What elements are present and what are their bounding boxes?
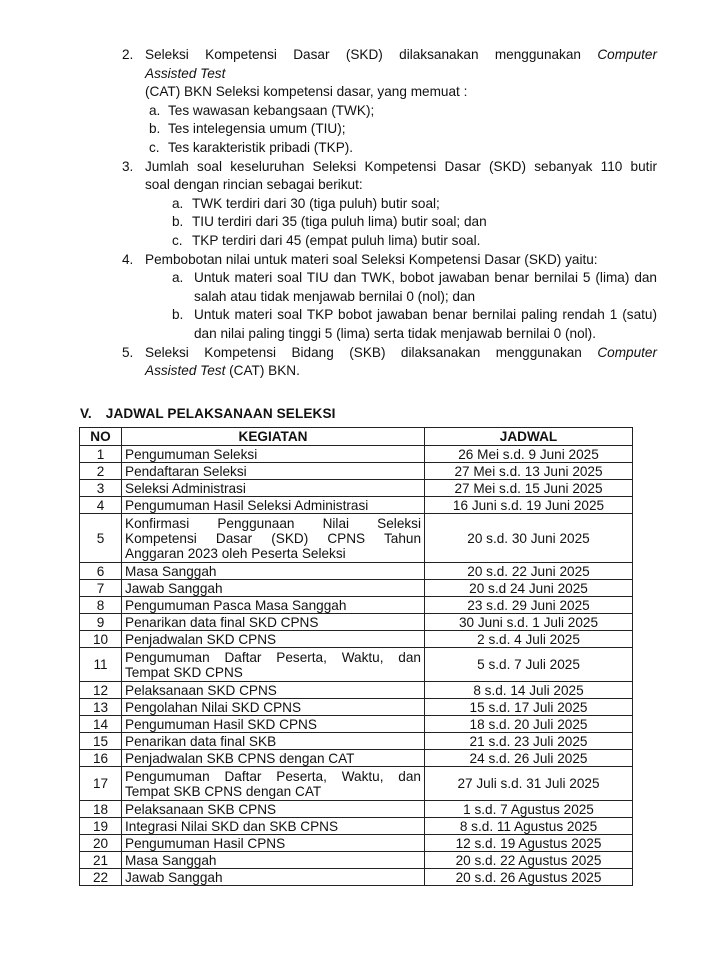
header-jadwal: JADWAL xyxy=(425,428,633,446)
cell-jadwal: 20 s.d 24 Juni 2025 xyxy=(425,580,633,597)
kegiatan-line: Pengumuman Hasil SKD CPNS xyxy=(125,716,317,732)
cell-no: 15 xyxy=(80,733,122,750)
cell-jadwal: 24 s.d. 26 Juli 2025 xyxy=(425,750,633,767)
item-2-italic: Computer xyxy=(597,47,657,62)
table-row xyxy=(80,801,633,818)
cell-jadwal: 21 s.d. 23 Juli 2025 xyxy=(425,733,633,750)
sub-text: Tes intelegensia umum (TIU); xyxy=(168,121,346,137)
cell-kegiatan xyxy=(122,801,425,818)
cell-no: 22 xyxy=(80,869,122,886)
section-heading xyxy=(80,405,336,424)
cell-jadwal: 26 Mei s.d. 9 Juni 2025 xyxy=(425,446,633,463)
list-item-3 xyxy=(122,158,657,251)
cell-jadwal: 5 s.d. 7 Juli 2025 xyxy=(425,648,633,682)
kegiatan-line: Jawab Sanggah xyxy=(125,580,223,596)
header-kegiatan: KEGIATAN xyxy=(122,428,425,446)
sub-text: TIU terdiri dari 35 (tiga puluh lima) butir soal; dan xyxy=(192,214,487,230)
cell-kegiatan xyxy=(122,614,425,631)
table-row xyxy=(80,480,633,497)
cell-kegiatan xyxy=(122,648,425,682)
cell-kegiatan xyxy=(122,733,425,750)
kegiatan-line: Seleksi Administrasi xyxy=(125,480,246,496)
item-2-line-1 xyxy=(145,46,657,65)
sub-text: Tes karakteristik pribadi (TKP). xyxy=(168,139,354,155)
kegiatan-line: Pengumuman Hasil CPNS xyxy=(125,835,286,851)
item-number: 2. xyxy=(122,47,134,62)
cell-jadwal: 16 Juni s.d. 19 Juni 2025 xyxy=(425,497,633,514)
kegiatan-line: Pengumuman Hasil Seleksi Administrasi xyxy=(125,497,369,513)
item-5-line-1 xyxy=(145,344,657,363)
item-number: 3. xyxy=(122,158,134,174)
kegiatan-line: Tempat SKB CPNS dengan CAT xyxy=(125,783,322,799)
kegiatan-line: Penarikan data final SKD CPNS xyxy=(125,614,319,630)
cell-jadwal: 27 Mei s.d. 15 Juni 2025 xyxy=(425,480,633,497)
list-item-5 xyxy=(122,344,657,381)
sub-letter: b. xyxy=(149,121,161,137)
table-row xyxy=(80,750,633,767)
cell-no: 17 xyxy=(80,767,122,801)
kegiatan-line: Kompetensi Dasar (SKD) CPNS Tahun xyxy=(125,530,421,546)
sub-text: Untuk materi soal TKP bobot jawaban benar bernilai paling rendah 1 (satu) xyxy=(194,307,657,323)
cell-kegiatan xyxy=(122,750,425,767)
item-2-line-3: (CAT) BKN Seleksi kompetensi dasar, yang memuat : xyxy=(145,84,468,100)
kegiatan-line: Jawab Sanggah xyxy=(125,869,223,885)
cell-no: 8 xyxy=(80,597,122,614)
cell-kegiatan xyxy=(122,597,425,614)
item-number: 5. xyxy=(122,344,134,360)
cell-kegiatan xyxy=(122,835,425,852)
numbered-list xyxy=(122,46,657,381)
sub-letter: c. xyxy=(172,232,183,248)
cell-kegiatan xyxy=(122,699,425,716)
sub-item xyxy=(145,269,657,306)
kegiatan-line: Anggaran 2023 oleh Peserta Seleksi xyxy=(125,545,346,561)
kegiatan-line: Integrasi Nilai SKD dan SKB CPNS xyxy=(125,818,339,834)
item-3-line-2: soal dengan rincian sebagai berikut: xyxy=(145,177,363,193)
cell-no: 16 xyxy=(80,750,122,767)
sub-item xyxy=(145,232,657,251)
item-5-text: Seleksi Kompetensi Bidang (SKB) dilaksanakan menggunakan xyxy=(145,344,582,360)
cell-kegiatan xyxy=(122,852,425,869)
kegiatan-line: Pendaftaran Seleksi xyxy=(125,463,247,479)
kegiatan-line: Pengumuman Daftar Peserta, Waktu, dan xyxy=(125,768,421,784)
item-5-italic: Computer xyxy=(597,344,657,360)
item-2-line-2 xyxy=(145,65,657,84)
sub-letter: b. xyxy=(172,214,184,230)
cell-no: 19 xyxy=(80,818,122,835)
cell-jadwal: 27 Mei s.d. 13 Juni 2025 xyxy=(425,463,633,480)
cell-kegiatan xyxy=(122,580,425,597)
sub-text: Tes wawasan kebangsaan (TWK); xyxy=(168,102,375,118)
table-row xyxy=(80,699,633,716)
sub-text: dan nilai paling tinggi 5 (lima) serta tidak menjawab bernilai 0 (nol). xyxy=(194,325,596,341)
item-2-italic-2: Assisted Test xyxy=(145,65,226,81)
cell-kegiatan xyxy=(122,497,425,514)
item-3-line-1: Jumlah soal keseluruhan Seleksi Kompetensi Dasar (SKD) sebanyak 110 butir xyxy=(145,158,657,174)
kegiatan-line: Penjadwalan SKB CPNS dengan CAT xyxy=(125,750,355,766)
sub-item xyxy=(145,120,657,139)
cell-kegiatan xyxy=(122,818,425,835)
table-row xyxy=(80,852,633,869)
sub-letter: a. xyxy=(149,102,161,118)
cell-jadwal: 30 Juni s.d. 1 Juli 2025 xyxy=(425,614,633,631)
header-no: NO xyxy=(80,428,122,446)
schedule-table-body xyxy=(80,446,633,886)
cell-no: 7 xyxy=(80,580,122,597)
cell-kegiatan xyxy=(122,682,425,699)
cell-no: 9 xyxy=(80,614,122,631)
kegiatan-line: Pengumuman Seleksi xyxy=(125,446,258,462)
table-row xyxy=(80,614,633,631)
sub-text: salah atau tidak menjawab bernilai 0 (nol); dan xyxy=(194,288,476,304)
table-row xyxy=(80,869,633,886)
cell-jadwal: 8 s.d. 11 Agustus 2025 xyxy=(425,818,633,835)
kegiatan-line: Pengumuman Pasca Masa Sanggah xyxy=(125,597,347,613)
cell-no: 10 xyxy=(80,631,122,648)
item-5-italic-2: Assisted Test xyxy=(145,363,226,379)
sub-text: TWK terdiri dari 30 (tiga puluh) butir soal; xyxy=(192,195,440,211)
cell-kegiatan xyxy=(122,631,425,648)
table-row xyxy=(80,563,633,580)
cell-no: 18 xyxy=(80,801,122,818)
schedule-table xyxy=(79,427,633,886)
sub-item xyxy=(145,306,657,343)
cell-jadwal: 20 s.d. 26 Agustus 2025 xyxy=(425,869,633,886)
sub-item xyxy=(145,102,657,121)
kegiatan-line: Tempat SKD CPNS xyxy=(125,664,243,680)
table-row xyxy=(80,463,633,480)
item-4-line-1: Pembobotan nilai untuk materi soal Seleksi Kompetensi Dasar (SKD) yaitu: xyxy=(145,251,598,267)
sub-text: TKP terdiri dari 45 (empat puluh lima) butir soal. xyxy=(192,232,481,248)
cell-kegiatan xyxy=(122,480,425,497)
kegiatan-line: Pelaksanaan SKD CPNS xyxy=(125,682,277,698)
section-title: JADWAL PELAKSANAAN SELEKSI xyxy=(105,406,336,421)
table-row xyxy=(80,767,633,801)
cell-no: 11 xyxy=(80,648,122,682)
cell-no: 5 xyxy=(80,514,122,563)
section-number: V. xyxy=(80,406,92,421)
cell-jadwal: 15 s.d. 17 Juli 2025 xyxy=(425,699,633,716)
kegiatan-line: Pelaksanaan SKB CPNS xyxy=(125,801,277,817)
sub-item xyxy=(145,213,657,232)
item-2-text: Seleksi Kompetensi Dasar (SKD) dilaksanakan menggunakan xyxy=(145,47,581,62)
cell-no: 3 xyxy=(80,480,122,497)
cell-kegiatan xyxy=(122,767,425,801)
cell-jadwal: 12 s.d. 19 Agustus 2025 xyxy=(425,835,633,852)
cell-no: 14 xyxy=(80,716,122,733)
cell-no: 21 xyxy=(80,852,122,869)
kegiatan-line: Masa Sanggah xyxy=(125,563,217,579)
kegiatan-line: Konfirmasi Penggunaan Nilai Seleksi xyxy=(125,515,421,531)
cell-jadwal: 20 s.d. 22 Juni 2025 xyxy=(425,563,633,580)
cell-no: 4 xyxy=(80,497,122,514)
table-row xyxy=(80,580,633,597)
kegiatan-line: Pengolahan Nilai SKD CPNS xyxy=(125,699,302,715)
cell-jadwal: 2 s.d. 4 Juli 2025 xyxy=(425,631,633,648)
table-row xyxy=(80,597,633,614)
cell-jadwal: 23 s.d. 29 Juni 2025 xyxy=(425,597,633,614)
kegiatan-line: Pengumuman Daftar Peserta, Waktu, dan xyxy=(125,649,421,665)
kegiatan-line: Penjadwalan SKD CPNS xyxy=(125,631,277,647)
sub-letter: b. xyxy=(172,307,184,323)
cell-no: 13 xyxy=(80,699,122,716)
cell-jadwal: 27 Juli s.d. 31 Juli 2025 xyxy=(425,767,633,801)
sub-item xyxy=(145,195,657,214)
sub-letter: a. xyxy=(172,270,184,286)
cell-kegiatan xyxy=(122,446,425,463)
sub-text: Untuk materi soal TIU dan TWK, bobot jawaban benar bernilai 5 (lima) dan xyxy=(194,270,657,286)
table-row xyxy=(80,733,633,750)
cell-jadwal: 20 s.d. 30 Juni 2025 xyxy=(425,514,633,563)
table-row xyxy=(80,716,633,733)
table-row xyxy=(80,648,633,682)
sub-letter: a. xyxy=(172,195,184,211)
kegiatan-line: Masa Sanggah xyxy=(125,852,217,868)
cell-kegiatan xyxy=(122,716,425,733)
cell-no: 6 xyxy=(80,563,122,580)
cell-no: 2 xyxy=(80,463,122,480)
item-5-text-2: (CAT) BKN. xyxy=(225,363,300,379)
list-item-2 xyxy=(122,46,657,158)
cell-no: 1 xyxy=(80,446,122,463)
kegiatan-line: Penarikan data final SKB xyxy=(125,733,277,749)
cell-jadwal: 1 s.d. 7 Agustus 2025 xyxy=(425,801,633,818)
table-row xyxy=(80,497,633,514)
cell-jadwal: 18 s.d. 20 Juli 2025 xyxy=(425,716,633,733)
item-5-line-2 xyxy=(145,362,657,381)
table-row xyxy=(80,631,633,648)
table-row xyxy=(80,682,633,699)
cell-jadwal: 20 s.d. 22 Agustus 2025 xyxy=(425,852,633,869)
table-row xyxy=(80,835,633,852)
table-row xyxy=(80,446,633,463)
cell-kegiatan xyxy=(122,514,425,563)
cell-kegiatan xyxy=(122,869,425,886)
cell-kegiatan xyxy=(122,463,425,480)
table-header-row xyxy=(80,428,633,446)
table-row xyxy=(80,514,633,563)
sub-letter: c. xyxy=(149,139,160,155)
cell-kegiatan xyxy=(122,563,425,580)
item-number: 4. xyxy=(122,251,134,267)
list-item-4 xyxy=(122,251,657,344)
cell-no: 20 xyxy=(80,835,122,852)
sub-item xyxy=(145,139,657,158)
table-row xyxy=(80,818,633,835)
cell-jadwal: 8 s.d. 14 Juli 2025 xyxy=(425,682,633,699)
cell-no: 12 xyxy=(80,682,122,699)
